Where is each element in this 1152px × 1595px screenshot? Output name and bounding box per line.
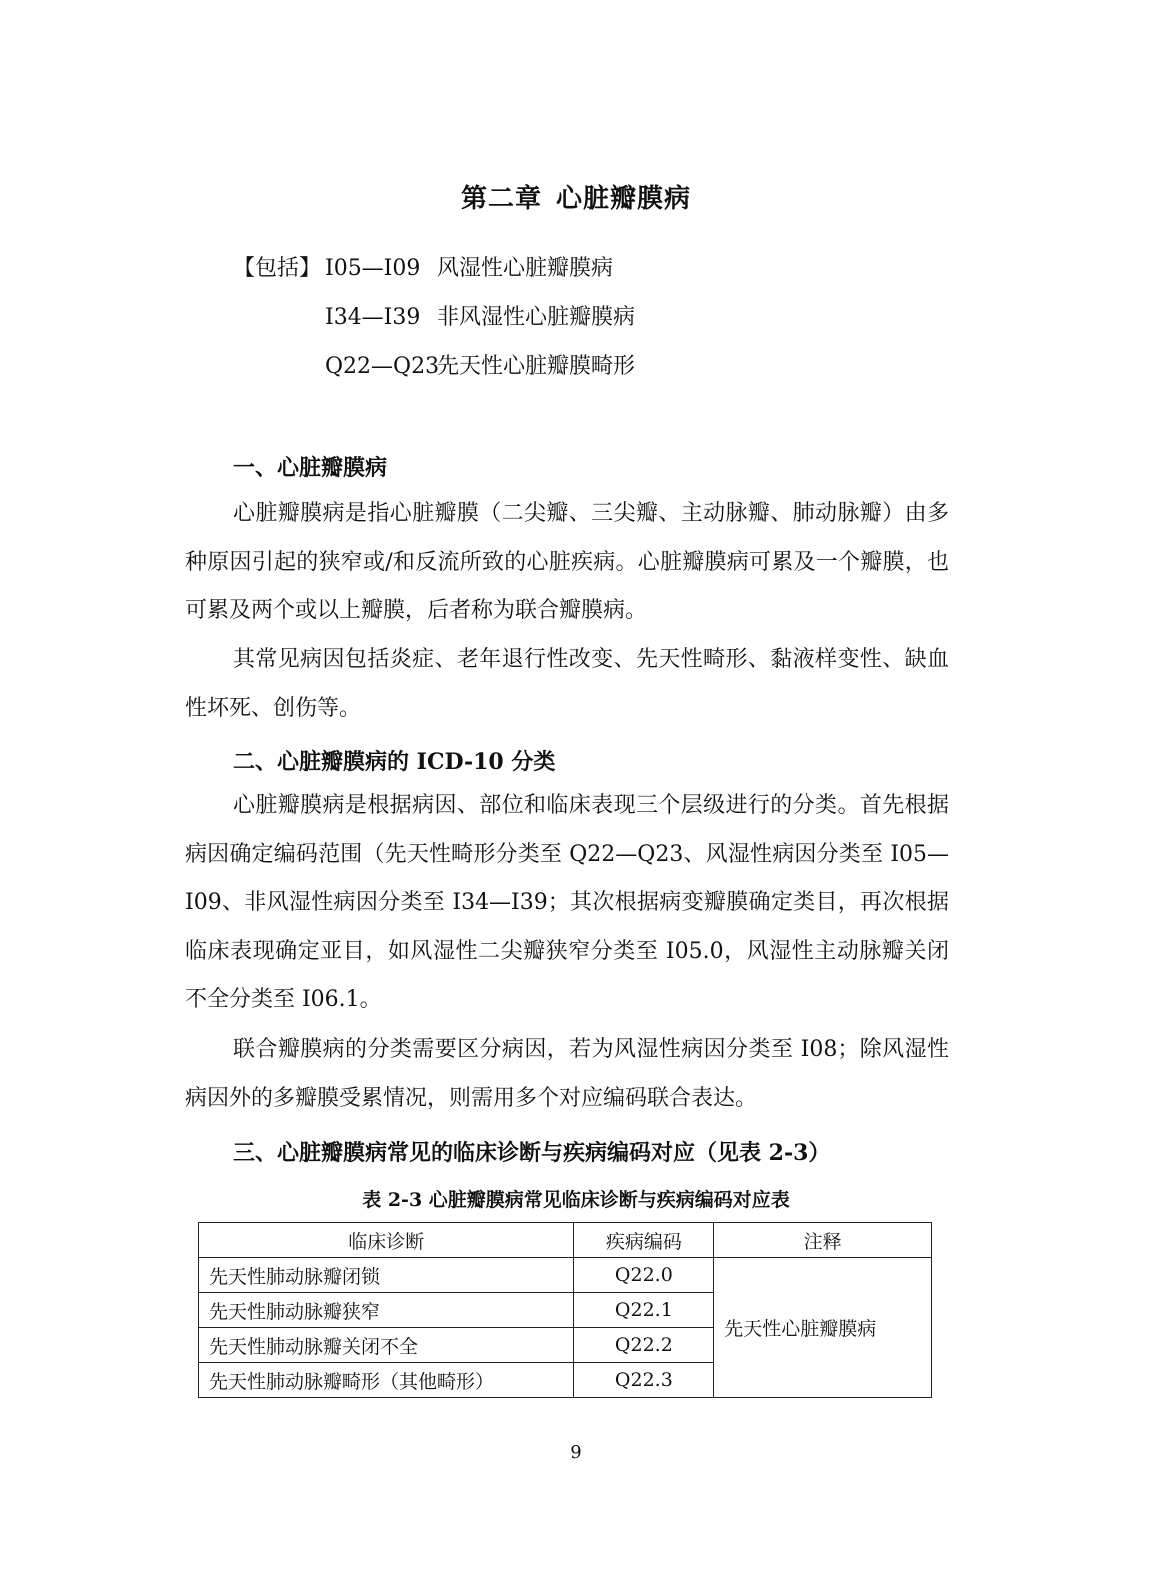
- table-row: [199, 1258, 932, 1293]
- header-code: 疾病编码: [574, 1223, 714, 1258]
- code-cell: Q22.3: [574, 1363, 714, 1398]
- includes-line-3: [233, 352, 635, 382]
- section-1-paragraph-2: 其常见病因包括炎症、老年退行性改变、先天性畸形、黏液样变性、缺血性坏死、创伤等。: [185, 647, 949, 721]
- chapter-title: [0, 178, 1152, 215]
- diagnosis-cell: 先天性肺动脉瓣闭锁: [199, 1258, 574, 1293]
- table-header-row: [199, 1223, 932, 1258]
- includes-code: I05—I09: [325, 256, 421, 281]
- section-2-paragraph-2: 联合瓣膜病的分类需要区分病因，若为风湿性病因分类至 I08；除风湿性病因外的多瓣膜受累情况，则需用多个对应编码联合表达。: [185, 1037, 949, 1111]
- includes-code: Q22—Q23: [325, 354, 440, 379]
- includes-label: 非风湿性心脏瓣膜病: [437, 305, 636, 330]
- includes-bracket: 【包括】: [233, 256, 322, 281]
- section-3-heading: 三、心脏瓣膜病常见的临床诊断与疾病编码对应（见表 2-3）: [233, 1140, 831, 1166]
- code-cell: Q22.0: [574, 1258, 714, 1293]
- section-1-heading: 一、心脏瓣膜病: [233, 455, 388, 481]
- includes-label: 先天性心脏瓣膜畸形: [437, 354, 636, 379]
- header-diagnosis: 临床诊断: [199, 1223, 574, 1258]
- chapter-name: 心脏瓣膜病: [556, 184, 692, 214]
- includes-line-2: [233, 303, 635, 333]
- section-2-paragraph-1: 心脏瓣膜病是根据病因、部位和临床表现三个层级进行的分类。首先根据病因确定编码范围（先天性畸形分类至 Q22—Q23、风湿性病因分类至 I05—I09、非风湿性病因分类至 I34—I39；其次根据病变瓣膜确定类目，再次根据临床表现确定亚目，如风湿性二尖瓣狭窄分类至 I05.0，风湿性主动脉瓣关闭不全分类至 I06.1。: [185, 793, 949, 1013]
- page-number: 9: [570, 1442, 582, 1463]
- diagnosis-cell: 先天性肺动脉瓣关闭不全: [199, 1328, 574, 1363]
- code-cell: Q22.1: [574, 1293, 714, 1328]
- header-note: 注释: [714, 1223, 932, 1258]
- includes-line-1: [233, 254, 613, 284]
- section-1-paragraph-1: 心脏瓣膜病是指心脏瓣膜（二尖瓣、三尖瓣、主动脉瓣、肺动脉瓣）由多种原因引起的狭窄或/和反流所致的心脏疾病。心脏瓣膜病可累及一个瓣膜，也可累及两个或以上瓣膜，后者称为联合瓣膜病。: [185, 501, 949, 624]
- section-2-heading: 二、心脏瓣膜病的 ICD-10 分类: [233, 749, 556, 775]
- diagnosis-code-table: [198, 1222, 932, 1398]
- diagnosis-cell: 先天性肺动脉瓣狭窄: [199, 1293, 574, 1328]
- includes-label: 风湿性心脏瓣膜病: [437, 256, 614, 281]
- table-caption: 表 2-3 心脏瓣膜病常见临床诊断与疾病编码对应表: [362, 1189, 790, 1211]
- diagnosis-cell: 先天性肺动脉瓣畸形（其他畸形）: [199, 1363, 574, 1398]
- includes-code: I34—I39: [325, 305, 421, 330]
- chapter-number: 第二章: [460, 184, 542, 214]
- note-cell: 先天性心脏瓣膜病: [714, 1258, 932, 1398]
- code-cell: Q22.2: [574, 1328, 714, 1363]
